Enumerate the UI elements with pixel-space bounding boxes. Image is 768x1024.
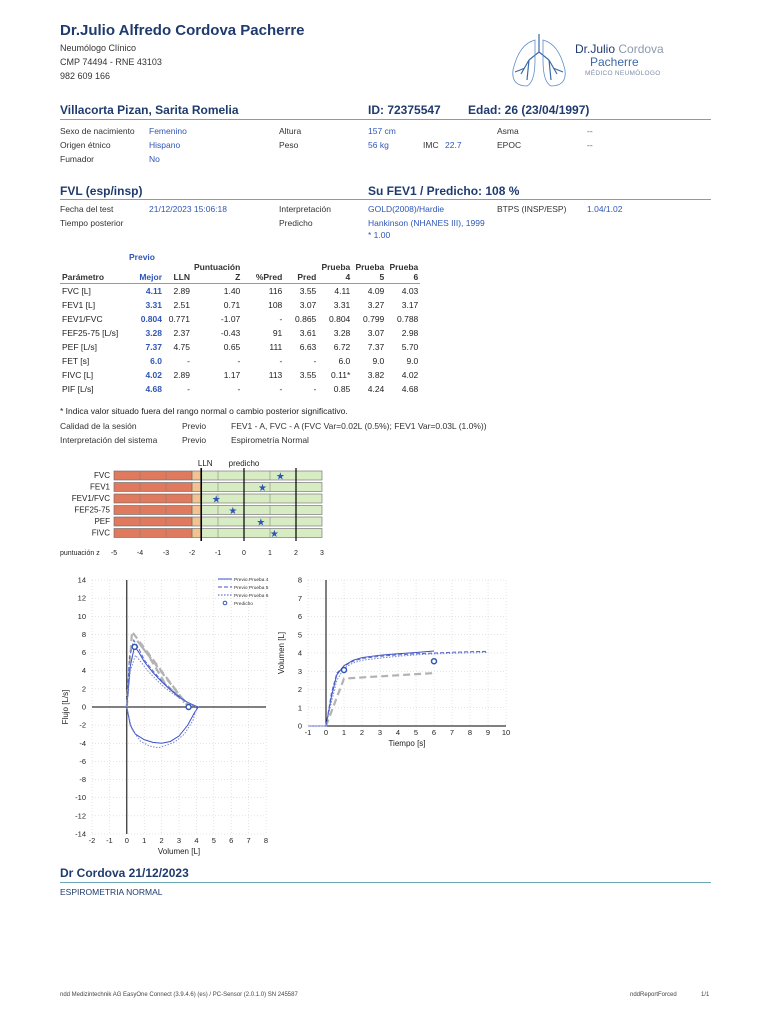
zscore-pred-label: predicho [228, 459, 260, 468]
series-line [308, 651, 434, 726]
zscore-band-low [114, 471, 192, 480]
results-cell: 3.28 [145, 328, 162, 338]
results-cell: 5.70 [401, 342, 419, 352]
results-col-header: Parámetro [60, 262, 122, 284]
zscore-band-normal [201, 471, 322, 483]
y-tick-label: 10 [77, 611, 86, 621]
predicted-marker [186, 705, 191, 710]
x-axis-label: Tiempo [s] [388, 739, 426, 748]
results-cell: 4.68 [401, 384, 419, 394]
height-label: Altura [279, 126, 302, 136]
results-cell: 3.28 [333, 328, 351, 338]
divider [60, 119, 711, 120]
zscore-band-normal [201, 506, 322, 515]
zscore-row-label: PEF [94, 517, 110, 526]
zscore-star: ★ [269, 528, 279, 540]
y-tick-label: 0 [81, 702, 86, 712]
weight-label: Peso [279, 140, 299, 150]
legend-entry: Previo Prueba 6 [234, 594, 269, 599]
results-cell: 0.771 [168, 314, 190, 324]
predicted-marker [432, 659, 437, 664]
results-cell: 6.0 [338, 356, 351, 366]
zscore-band-mid [192, 517, 201, 526]
results-cell: 4.68 [145, 384, 162, 394]
results-col-header: Prueba 4 [318, 262, 352, 284]
zscore-star: ★ [228, 505, 238, 517]
y-tick-label: 4 [81, 666, 86, 676]
y-tick-label: 8 [81, 629, 86, 639]
results-col-header: Mejor [122, 262, 164, 284]
zscore-star: ★ [257, 482, 267, 494]
results-cell: 3.07 [367, 328, 385, 338]
predicted-envelope [127, 632, 189, 707]
asthma-label: Asma [497, 126, 519, 136]
y-tick-label: 0 [297, 721, 302, 731]
results-cell: 4.75 [173, 342, 190, 352]
results-cell: 6.63 [299, 342, 317, 352]
results-col-header: %Pred [242, 262, 284, 284]
comment-text: ESPIROMETRIA NORMAL [60, 887, 163, 897]
zscore-band-mid [192, 506, 201, 515]
results-row [60, 340, 420, 354]
zscore-band-normal [201, 529, 322, 538]
y-tick-label: 2 [297, 685, 302, 694]
interp-value: GOLD(2008)/Hardie [368, 204, 445, 214]
weight-value: 56 kg [368, 140, 389, 150]
btps-label: BTPS (INSP/ESP) [497, 204, 567, 214]
interp-label: Interpretación [279, 204, 331, 214]
pred-value-2: * 1.00 [368, 230, 391, 240]
copd-label: EPOC [497, 140, 522, 150]
quality-value: FEV1 - A, FVC - A (FVC Var=0.02L (0.5%); FEV1 Var=0.03L (1.0%)) [231, 421, 487, 431]
zscore-row-label: FEV1/FVC [71, 494, 110, 503]
sex-value: Femenino [149, 126, 187, 136]
x-axis-label: Volumen [L] [157, 847, 201, 856]
divider [60, 882, 711, 883]
results-col-header: Prueba 6 [386, 262, 420, 284]
series-line [308, 652, 488, 726]
results-table [60, 262, 420, 396]
results-cell: 3.55 [299, 286, 317, 296]
results-cell: 0.65 [223, 342, 241, 352]
x-tick-label: 3 [176, 836, 182, 845]
results-row [60, 284, 420, 299]
footer-page: 1/1 [701, 992, 710, 998]
results-cell: - [279, 384, 283, 394]
flow-volume-chart [58, 572, 278, 862]
zscore-tick-label: 0 [242, 550, 246, 557]
patient-id: ID: 72375547 [368, 103, 441, 117]
zscore-lln-label: LLN [197, 459, 213, 468]
y-tick-label: 4 [297, 648, 302, 658]
zscore-row-label: FEV1 [89, 482, 110, 492]
results-note: * Indica valor situado fuera del rango normal o cambio posterior significativo. [60, 406, 348, 416]
btps-value: 1.04/1.02 [587, 204, 623, 214]
results-cell: 7.37 [145, 342, 162, 352]
results-group-label: Previo [129, 252, 155, 262]
y-tick-label: -10 [75, 793, 86, 803]
results-col-header: Prueba 5 [352, 262, 386, 284]
origin-value: Hispano [149, 140, 181, 150]
zscore-row-label: FIVC [91, 528, 110, 538]
results-row [60, 382, 420, 396]
bmi-label: IMC [423, 140, 439, 150]
x-tick-label: 8 [467, 728, 473, 737]
results-cell: -0.43 [220, 328, 241, 338]
results-cell: 6.72 [333, 342, 351, 352]
results-cell: 4.02 [145, 370, 162, 380]
x-tick-label: 7 [246, 836, 251, 845]
y-tick-label: -6 [79, 756, 86, 766]
predicted-marker [342, 667, 347, 672]
zscore-tick-label: -3 [162, 550, 170, 557]
results-param: FEV1/FVC [62, 314, 103, 324]
height-value: 157 cm [368, 126, 396, 136]
x-tick-label: 5 [413, 728, 419, 737]
y-tick-label: 5 [297, 630, 302, 640]
results-row [60, 298, 420, 312]
results-row [60, 368, 420, 382]
y-tick-label: -8 [79, 775, 86, 785]
results-row [60, 354, 420, 368]
quality-label: Calidad de la sesión [60, 421, 137, 431]
results-cell: 0.11* [331, 370, 351, 380]
results-cell: 7.37 [367, 342, 385, 352]
x-tick-label: 2 [159, 836, 164, 845]
results-cell: 113 [268, 370, 283, 380]
footer-device: ndd Medizintechnik AG EasyOne Connect (3.9.4.6) (es) / PC-Sensor (2.0.1.0) SN 245587 [60, 992, 298, 998]
results-cell: 2.51 [173, 300, 190, 310]
zscore-band-low [114, 494, 192, 503]
results-cell: 3.07 [299, 300, 317, 310]
results-cell: - [187, 356, 190, 366]
y-tick-label: 1 [297, 703, 302, 713]
results-param: PEF [L/s] [62, 342, 97, 352]
zscore-band-mid [192, 471, 201, 480]
results-row [60, 312, 420, 326]
results-header-row [60, 262, 420, 284]
results-param: PIF [L/s] [62, 384, 94, 394]
lungs-logo-icon [505, 30, 573, 92]
y-tick-label: 8 [297, 575, 302, 585]
predicted-marker [132, 644, 137, 649]
results-cell: - [237, 356, 241, 366]
results-param: FIVC [L] [62, 370, 94, 380]
results-cell: 2.89 [173, 370, 190, 380]
legend-entry: Previo Prueba 4 [234, 578, 269, 583]
zscore-star: ★ [256, 517, 266, 529]
results-cell: - [279, 356, 283, 366]
zscore-band-low [114, 483, 192, 492]
zscore-chart [58, 456, 338, 560]
fev1-pred-title: Su FEV1 / Predicho: 108 % [368, 184, 520, 198]
results-cell: 0.799 [363, 314, 385, 324]
smoker-value: No [149, 154, 160, 164]
y-tick-label: 6 [297, 612, 302, 621]
results-cell: 0.804 [140, 314, 162, 324]
x-tick-label: 4 [194, 836, 199, 845]
x-tick-label: 2 [359, 728, 365, 737]
results-cell: 4.11 [334, 286, 351, 296]
x-tick-label: -1 [304, 728, 312, 737]
logo-subtitle-name: Pacherre [590, 55, 639, 69]
results-cell: 108 [268, 300, 283, 310]
results-cell: 4.24 [367, 384, 385, 394]
results-cell: 0.85 [333, 384, 351, 394]
x-tick-label: 6 [431, 728, 437, 737]
results-cell: 3.61 [299, 328, 317, 338]
y-tick-label: 3 [297, 666, 302, 676]
results-cell: 2.37 [173, 328, 190, 338]
results-cell: 0.71 [223, 300, 241, 310]
x-tick-label: -2 [88, 836, 96, 845]
zscore-axis-label: puntuación z [60, 550, 100, 557]
x-tick-label: 5 [211, 836, 216, 845]
y-tick-label: 7 [297, 593, 302, 603]
y-axis-label: Volumen [L] [277, 631, 286, 675]
results-cell: 3.55 [299, 370, 317, 380]
bmi-value: 22.7 [445, 140, 462, 150]
results-cell: 0.804 [329, 314, 351, 324]
zscore-star: ★ [211, 494, 221, 506]
x-tick-label: 7 [449, 728, 455, 737]
results-cell: 6.0 [150, 356, 162, 366]
x-tick-label: 1 [341, 728, 347, 737]
x-tick-label: -1 [106, 836, 113, 845]
x-tick-label: 1 [142, 836, 147, 845]
results-col-header: LLN [164, 262, 192, 284]
results-row [60, 326, 420, 340]
legend-entry: Previo Prueba 5 [234, 586, 269, 591]
volume-time-chart [277, 572, 512, 762]
y-tick-label: -14 [75, 829, 86, 839]
results-param: FEV1 [L] [62, 300, 96, 310]
zscore-tick-label: 2 [294, 550, 298, 557]
results-cell: 3.27 [367, 300, 385, 310]
y-tick-label: -4 [79, 738, 86, 748]
copd-value: -- [587, 140, 593, 150]
zscore-band-low [114, 506, 192, 515]
asthma-value: -- [587, 126, 593, 136]
results-cell: 0.788 [397, 314, 419, 324]
test-section-title: FVL (esp/insp) [60, 184, 143, 198]
doctor-specialty: Neumólogo Clínico [60, 43, 137, 53]
x-tick-label: 3 [377, 728, 383, 737]
test-date-label: Fecha del test [60, 204, 114, 214]
zscore-tick-label: 3 [320, 550, 324, 557]
doctor-name: Dr.Julio Alfredo Cordova Pacherre [60, 22, 305, 39]
results-cell: 9.0 [406, 356, 419, 366]
y-tick-label: -2 [79, 720, 86, 730]
zscore-band-mid [192, 529, 201, 538]
sysinterp-label: Interpretación del sistema [60, 435, 158, 445]
divider [60, 199, 711, 200]
results-cell: 3.82 [367, 370, 385, 380]
x-tick-label: 4 [395, 728, 401, 737]
patient-name: Villacorta Pizan, Sarita Romelia [60, 103, 239, 117]
results-cell: - [279, 314, 283, 324]
test-date-value: 21/12/2023 15:06:18 [149, 204, 227, 214]
results-cell: 4.03 [401, 286, 419, 296]
doctor-phone: 982 609 166 [60, 71, 111, 81]
x-tick-label: 6 [229, 836, 234, 845]
y-tick-label: 12 [77, 593, 86, 603]
x-tick-label: 0 [323, 728, 329, 737]
quality-group: Previo [182, 421, 207, 431]
results-col-header: Puntuación Z [194, 262, 241, 282]
sysinterp-value: Espirometría Normal [231, 435, 309, 445]
footer-report: nddReportForced [630, 992, 677, 998]
zscore-tick-label: 1 [268, 550, 272, 557]
y-tick-label: 14 [77, 575, 86, 585]
results-cell: -1.07 [220, 314, 241, 324]
y-axis-label: Flujo [L/s] [61, 689, 70, 725]
results-cell: 111 [269, 342, 283, 352]
zscore-band-low [114, 517, 192, 526]
results-cell: 2.98 [401, 328, 419, 338]
results-cell: 91 [272, 328, 283, 338]
results-cell: 3.31 [145, 300, 162, 310]
results-cell: - [237, 384, 241, 394]
sysinterp-group: Previo [182, 435, 207, 445]
patient-age: Edad: 26 (23/04/1997) [468, 103, 590, 117]
zscore-band-mid [192, 483, 201, 492]
logo-title: Dr.Julio Cordova [575, 42, 664, 56]
x-tick-label: 9 [485, 728, 491, 737]
results-cell: 3.31 [333, 300, 351, 310]
results-cell: - [313, 384, 317, 394]
results-col-header: Pred [284, 262, 318, 284]
zscore-tick-label: -2 [188, 550, 196, 557]
results-cell: 9.0 [372, 356, 385, 366]
results-cell: 1.40 [223, 286, 241, 296]
results-cell: 4.11 [145, 286, 162, 296]
legend-swatch [223, 601, 227, 605]
results-cell: 2.89 [173, 286, 190, 296]
zscore-band-low [114, 529, 192, 538]
post-time-label: Tiempo posterior [60, 218, 124, 228]
logo-tagline: MÉDICO NEUMÓLOGO [585, 70, 661, 77]
results-body [60, 284, 420, 397]
results-cell: - [313, 356, 317, 366]
smoker-label: Fumador [60, 154, 95, 164]
results-cell: 0.865 [295, 314, 317, 324]
origin-label: Origen étnico [60, 140, 111, 150]
zscore-tick-label: -1 [214, 550, 222, 557]
series-line [127, 646, 199, 743]
results-param: FEF25-75 [L/s] [62, 328, 119, 338]
x-tick-label: 10 [501, 728, 511, 737]
results-cell: 3.17 [401, 300, 419, 310]
y-tick-label: -12 [75, 811, 86, 821]
zscore-star: ★ [275, 471, 285, 483]
results-cell: - [187, 384, 190, 394]
comment-title: Dr Cordova 21/12/2023 [60, 866, 189, 880]
y-tick-label: 2 [81, 684, 86, 694]
pred-label: Predicho [279, 218, 313, 228]
results-param: FET [s] [62, 356, 90, 366]
results-cell: 1.17 [223, 370, 241, 380]
pred-value-1: Hankinson (NHANES III), 1999 [368, 218, 485, 228]
results-cell: 116 [268, 286, 283, 296]
results-cell: 4.09 [367, 286, 385, 296]
x-tick-label: 0 [124, 836, 129, 845]
x-tick-label: 8 [263, 836, 269, 845]
legend-entry: Predicho [234, 602, 253, 607]
zscore-tick-label: -4 [136, 550, 144, 557]
sex-label: Sexo de nacimiento [60, 126, 135, 136]
zscore-band-mid [192, 494, 201, 503]
results-cell: 4.02 [401, 370, 419, 380]
zscore-row-label: FEF25-75 [74, 505, 110, 515]
zscore-row-label: FVC [94, 471, 110, 480]
y-tick-label: 6 [81, 648, 86, 658]
zscore-tick-label: -5 [110, 550, 118, 557]
results-param: FVC [L] [62, 286, 91, 296]
doctor-cmp: CMP 74494 - RNE 43103 [60, 57, 162, 67]
